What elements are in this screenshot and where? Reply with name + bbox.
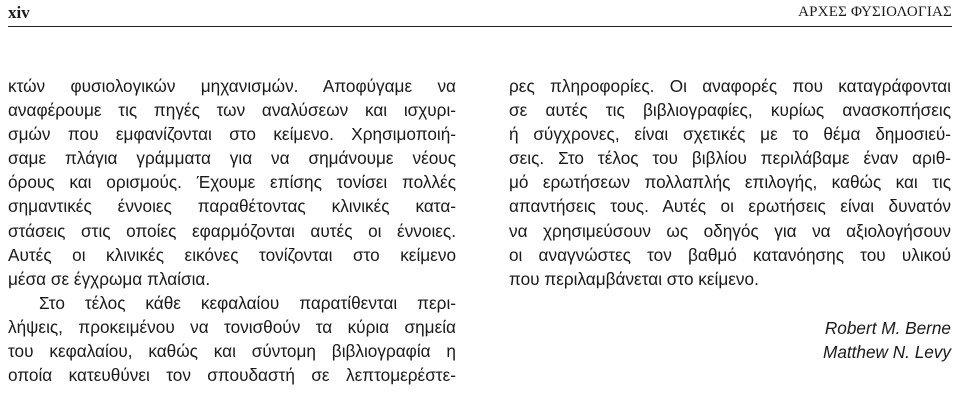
running-title: ΑΡΧΕΣ ΦΥΣΙΟΛΟΓΙΑΣ bbox=[798, 4, 952, 20]
author-signature: Matthew N. Levy bbox=[823, 341, 951, 362]
text-line: σε αυτές τις βιβλιογραφίες, κυρίως ανασκοπήσεις bbox=[509, 100, 951, 121]
text-line: του κεφαλαίου, καθώς και σύντομη βιβλιογραφία η bbox=[8, 341, 456, 362]
text-line: μέσα σε έγχρωμα πλαίσια. bbox=[8, 268, 211, 289]
spacer bbox=[509, 291, 951, 316]
text-line: ρες πληροφορίες. Οι αναφορές που καταγράφονται bbox=[509, 76, 951, 96]
text-line: που περιλαμβάνεται στο κείμενο. bbox=[509, 268, 759, 289]
text-line: αναφέρουμε τις πηγές των αναλύσεων και ισχυρι- bbox=[8, 100, 456, 121]
text-line: λήψεις, προκειμένου να τονισθούν τα κύρια σημεία bbox=[8, 316, 456, 337]
left-column bbox=[8, 74, 456, 387]
text-line: απαντήσεις τους. Αυτές οι ερωτήσεις είναι δυνατόν bbox=[509, 196, 951, 217]
text-line: κτών φυσιολογικών μηχανισμών. Αποφύγαμε να bbox=[8, 76, 456, 96]
text-line: όρους και ορισμούς. Έχουμε επίσης τονίσει πολλές bbox=[8, 172, 456, 193]
text-line: να χρησιμεύσουν ως οδηγός για να αξιολογήσουν bbox=[509, 220, 951, 241]
text-line: μό ερωτήσεων πολλαπλής επιλογής, καθώς και τις bbox=[509, 172, 951, 193]
text-line: ή σύγχρονες, είναι σχετικές με το θέμα δημοσιεύ- bbox=[509, 124, 951, 145]
text-line: Αυτές οι κλινικές εικόνες τονίζονται στο κείμενο bbox=[8, 244, 456, 265]
text-line: οποία κατευθύνει τον σπουδαστή σε λεπτομερέστε- bbox=[8, 365, 456, 386]
text-line: σημαντικές έννοιες παραθέτοντας κλινικές κατα- bbox=[8, 196, 456, 217]
text-line: οι αναγνώστες τον βαθμό κατανόησης του υλικού bbox=[509, 244, 951, 265]
page-header bbox=[8, 0, 952, 27]
text-line: σεις. Στο τέλος του βιβλίου περιλάβαμε έναν αριθ- bbox=[509, 148, 951, 169]
page-number: xiv bbox=[8, 3, 30, 22]
author-signature: Robert M. Berne bbox=[824, 317, 951, 338]
right-column bbox=[509, 74, 951, 364]
text-line: σμών που εμφανίζονται στο κείμενο. Χρησιμοποιή- bbox=[8, 124, 456, 145]
text-line: σαμε πλάγια γράμματα για να σημάνουμε νέους bbox=[8, 148, 456, 169]
paragraph-start-line: Στο τέλος κάθε κεφαλαίου παρατίθενται περι- bbox=[39, 292, 456, 313]
text-line: στάσεις στις οποίες εφαρμόζονται αυτές οι έννοιες. bbox=[8, 220, 456, 241]
